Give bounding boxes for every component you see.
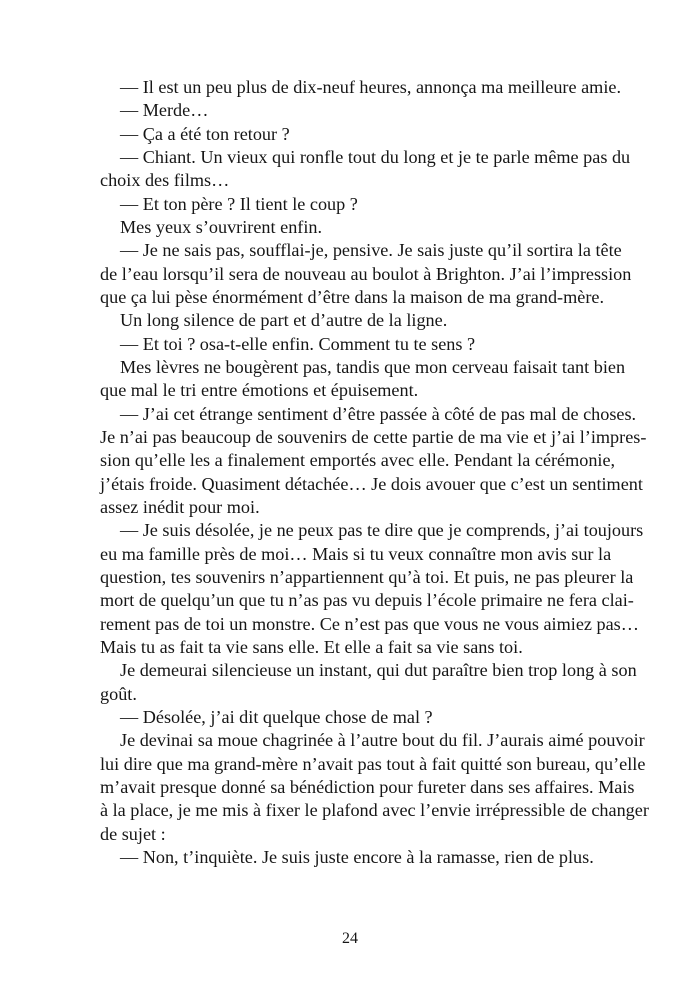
text-line: que ça lui pèse énormément d’être dans la maison de ma grand-mère. — [100, 286, 604, 307]
text-line: choix des films… — [100, 170, 230, 191]
text-line: rement pas de toi un monstre. Ce n’est pas que vous ne vous aimiez pas… — [100, 613, 639, 634]
text-line: — Ça a été ton retour ? — [120, 123, 290, 144]
text-line: Mes yeux s’ouvrirent enfin. — [120, 216, 323, 237]
text-line: — Chiant. Un vieux qui ronfle tout du long et je te parle même pas du — [120, 146, 631, 167]
body-text — [100, 76, 649, 869]
text-line: — Et toi ? osa-t-elle enfin. Comment tu te sens ? — [120, 333, 476, 354]
text-line: — Désolée, j’ai dit quelque chose de mal ? — [120, 706, 433, 727]
text-line: Un long silence de part et d’autre de la ligne. — [120, 310, 448, 331]
text-line: j’étais froide. Quasiment détachée… Je dois avouer que c’est un sentiment — [100, 473, 643, 494]
text-line: — Je suis désolée, je ne peux pas te dire que je comprends, j’ai toujours — [120, 520, 644, 541]
text-line: Mes lèvres ne bougèrent pas, tandis que mon cerveau faisait tant bien — [120, 356, 626, 377]
text-line: — Et ton père ? Il tient le coup ? — [120, 193, 358, 214]
text-line: goût. — [100, 683, 137, 704]
text-line: que mal le tri entre émotions et épuisement. — [100, 380, 419, 401]
text-line: — Je ne sais pas, soufflai-je, pensive. Je sais juste qu’il sortira la tête — [120, 240, 622, 261]
text-line: assez inédit pour moi. — [100, 496, 260, 517]
text-line: de sujet : — [100, 823, 166, 844]
page-number: 24 — [342, 930, 358, 948]
text-line: lui dire que ma grand-mère n’avait pas tout à fait quitté son bureau, qu’elle — [100, 753, 646, 774]
text-line: — Non, t’inquiète. Je suis juste encore à la ramasse, rien de plus. — [120, 846, 594, 867]
text-line: Je n’ai pas beaucoup de souvenirs de cette partie de ma vie et j’ai l’impres- — [100, 426, 647, 447]
text-line: m’avait presque donné sa bénédiction pour fureter dans ses affaires. Mais — [100, 776, 635, 797]
text-line: de l’eau lorsqu’il sera de nouveau au boulot à Brighton. J’ai l’impression — [100, 263, 632, 284]
text-line: question, tes souvenirs n’appartiennent qu’à toi. Et puis, ne pas pleurer la — [100, 566, 634, 587]
text-line: sion qu’elle les a finalement emportés avec elle. Pendant la cérémonie, — [100, 450, 616, 471]
text-line: — Merde… — [120, 100, 209, 121]
text-line: — Il est un peu plus de dix-neuf heures, annonça ma meilleure amie. — [120, 77, 621, 97]
text-line: Mais tu as fait ta vie sans elle. Et elle a fait sa vie sans toi. — [100, 636, 523, 657]
text-line: — J’ai cet étrange sentiment d’être passée à côté de pas mal de choses. — [120, 403, 637, 424]
text-line: Je demeurai silencieuse un instant, qui dut paraître bien trop long à son — [120, 660, 637, 681]
text-line: mort de quelqu’un que tu n’as pas vu depuis l’école primaire ne fera clai- — [100, 590, 634, 611]
text-line: à la place, je me mis à fixer le plafond avec l’envie irrépressible de changer — [100, 800, 649, 821]
text-line: eu ma famille près de moi… Mais si tu veux connaître mon avis sur la — [100, 543, 612, 564]
text-line: Je devinai sa moue chagrinée à l’autre bout du fil. J’aurais aimé pouvoir — [120, 730, 645, 751]
